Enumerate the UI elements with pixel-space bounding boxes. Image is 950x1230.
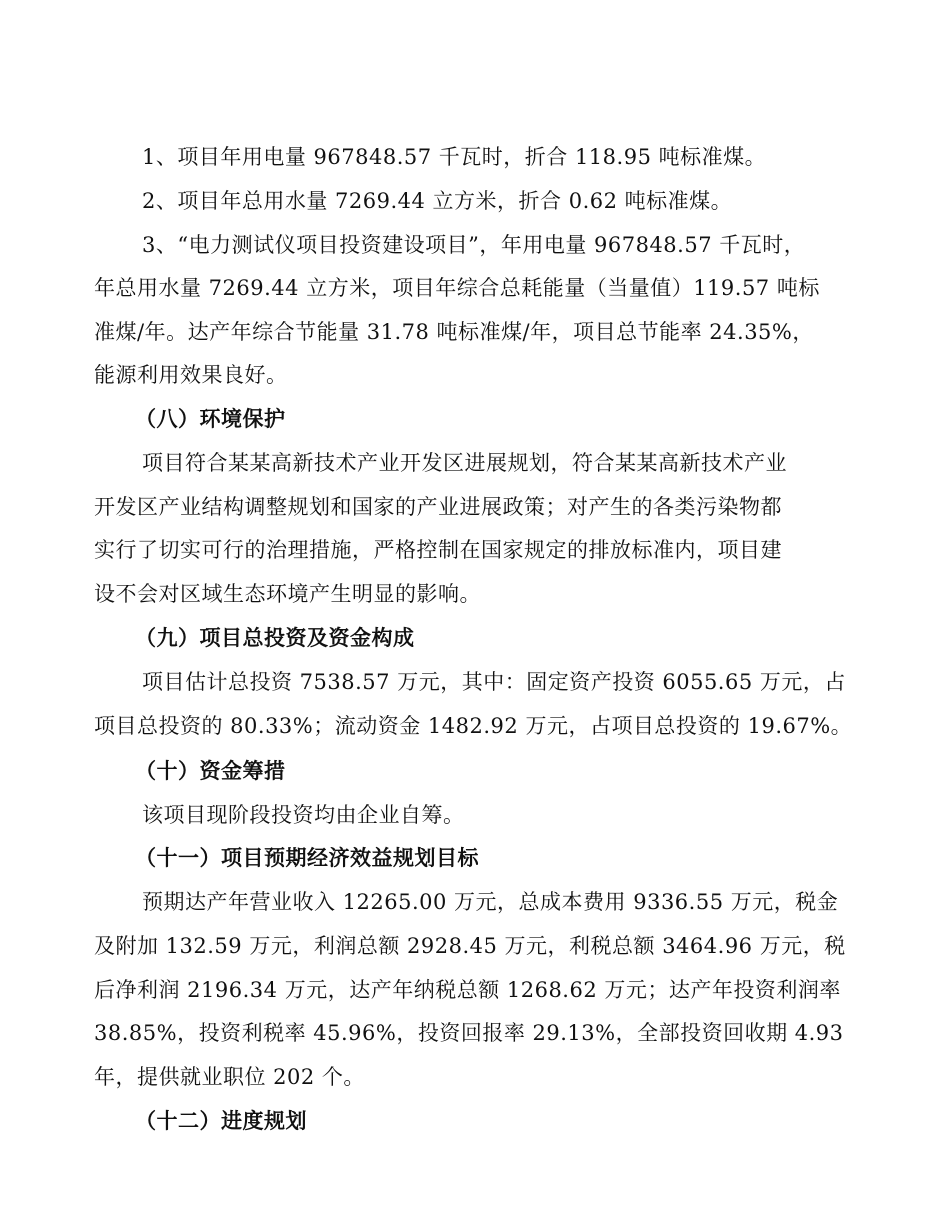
- energy-item-summary-line-3: 准煤/年。达产年综合节能量 31.78 吨标准煤/年，项目总节能率 24.35%，: [94, 320, 814, 344]
- environment-paragraph-line-3: 实行了切实可行的治理措施，严格控制在国家规定的排放标准内，项目建: [94, 538, 782, 562]
- financing-paragraph: 该项目现阶段投资均由企业自筹。: [142, 803, 465, 827]
- investment-paragraph-line-2: 项目总投资的 80.33%；流动资金 1482.92 万元，占项目总投资的 19.67%。: [94, 714, 853, 738]
- economic-paragraph-line-3: 后净利润 2196.34 万元，达产年纳税总额 1268.62 万元；达产年投资利润率: [94, 978, 841, 1002]
- energy-item-summary-line-4: 能源利用效果良好。: [94, 363, 288, 387]
- economic-paragraph-line-4: 38.85%，投资利税率 45.96%，投资回报率 29.13%，全部投资回收期 4.93: [94, 1021, 844, 1045]
- section-heading-investment: （九）项目总投资及资金构成: [135, 625, 415, 650]
- investment-paragraph-line-1: 项目估计总投资 7538.57 万元，其中：固定资产投资 6055.65 万元，占: [142, 670, 846, 694]
- economic-paragraph-line-2: 及附加 132.59 万元，利润总额 2928.45 万元，利税总额 3464.96 万元，税: [94, 934, 846, 958]
- economic-paragraph-line-1: 预期达产年营业收入 12265.00 万元，总成本费用 9336.55 万元，税金: [142, 890, 839, 914]
- environment-paragraph-line-1: 项目符合某某高新技术产业开发区进展规划，符合某某高新技术产业: [142, 451, 787, 475]
- energy-item-summary-line-1: 3、“电力测试仪项目投资建设项目”，年用电量 967848.57 千瓦时，: [142, 233, 806, 257]
- section-heading-economic-targets: （十一）项目预期经济效益规划目标: [135, 845, 479, 870]
- section-heading-financing: （十）资金筹措: [135, 758, 286, 783]
- environment-paragraph-line-2: 开发区产业结构调整规划和国家的产业进展政策；对产生的各类污染物都: [94, 495, 782, 519]
- energy-item-water: 2、项目年总用水量 7269.44 立方米，折合 0.62 吨标准煤。: [142, 189, 733, 213]
- section-heading-environment: （八）环境保护: [135, 406, 286, 431]
- section-heading-schedule: （十二）进度规划: [135, 1108, 307, 1133]
- environment-paragraph-line-4: 设不会对区域生态环境产生明显的影响。: [94, 582, 481, 606]
- energy-item-electricity: 1、项目年用电量 967848.57 千瓦时，折合 118.95 吨标准煤。: [142, 145, 767, 169]
- economic-paragraph-line-5: 年，提供就业职位 202 个。: [94, 1065, 365, 1089]
- energy-item-summary-line-2: 年总用水量 7269.44 立方米，项目年综合总耗能量（当量值）119.57 吨标: [94, 276, 820, 300]
